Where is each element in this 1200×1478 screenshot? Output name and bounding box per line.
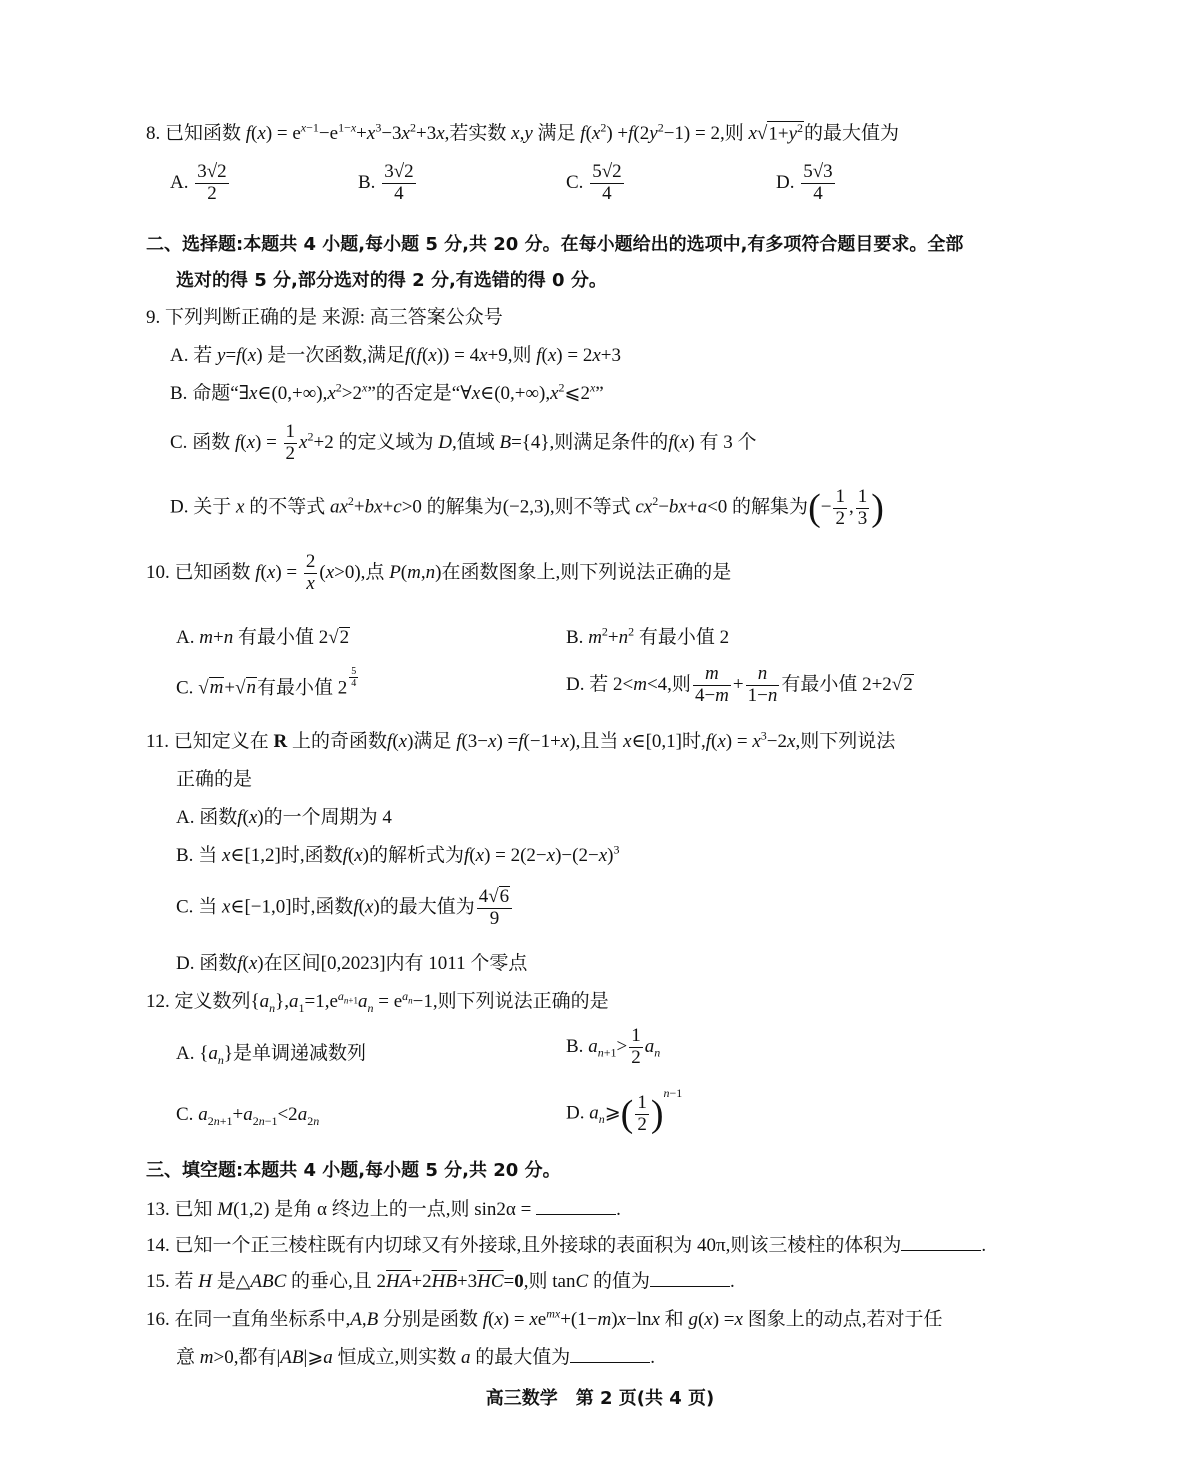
- q9-option-d[interactable]: D. 关于 x 的不等式 $ax^2+bx+c>0$ 的解集为(−2,3),则不等式 $cx^2-bx+a<0$ 的解集为(− $\frac{1}{2}$ , $\frac{1}{3}$ ): [170, 485, 884, 529]
- q8-option-a[interactable]: A. $\frac{3√2}{2}$: [170, 161, 227, 204]
- q11-option-b[interactable]: B. 当 x∈[1,2]时,函数f(x)的解析式为$f(x) = 2(2-x)-(2-x)^3$: [176, 842, 620, 866]
- q12-option-a[interactable]: A. $\{a_n\}$是单调递减数列: [176, 1043, 366, 1067]
- answer-blank-16[interactable]: [570, 1346, 650, 1363]
- q12-option-c[interactable]: C. $a_{2n+1}+a_{2n-1}<2a_{2n}$: [176, 1104, 320, 1128]
- question-15: 15. 若 H 是△ABC 的垂心,且 $2\overline{HA}+2\overline{HB}+3\overline{HC}=0$,则 tanC 的值为 .: [146, 1271, 735, 1292]
- question-12-stem: 12. 定义数列$\{a_n\},a_1=1,e^{a_{n+1}}a_n = e^{a_n}-1$,则下列说法正确的是: [146, 988, 609, 1015]
- q8-option-d[interactable]: D. $\frac{5√3}{4}$: [776, 161, 833, 204]
- q11-option-c[interactable]: C. 当 x∈[−1,0]时,函数f(x)的最大值为 $\frac{4√6}{9}$: [176, 886, 514, 930]
- q11-option-d[interactable]: D. 函数f(x)在区间[0,2023]内有 1011 个零点: [176, 953, 528, 974]
- q10-option-c[interactable]: C. √m+√n有最小值 2 $^{\frac{5}{4}}$: [176, 666, 357, 699]
- answer-blank-15[interactable]: [650, 1270, 730, 1287]
- section-2-heading: 二、选择题:本题共 4 小题,每小题 5 分,共 20 分。在每小题给出的选项中,有多项符合题目要求。全部: [146, 234, 964, 255]
- q9-option-a[interactable]: A. 若 y=f(x) 是一次函数,满足f(f(x)) = 4x+9,则 f(x) = 2x+3: [170, 345, 621, 366]
- question-10-stem: 10. 已知函数 f(x) = $\frac{2}{x}$ (x>0),点 P(m,n)在函数图象上,则下列说法正确的是: [146, 551, 732, 594]
- page-footer: 高三数学 第 2 页(共 4 页): [485, 1388, 715, 1409]
- question-9-stem: 9. 下列判断正确的是 来源: 高三答案公众号: [146, 307, 503, 328]
- q10-option-a[interactable]: A. m+n 有最小值 2√2: [176, 627, 350, 648]
- q10-option-b[interactable]: B. $m^2+n^2$ 有最小值 2: [566, 624, 730, 648]
- q9-option-b[interactable]: B. 命题“$\exists x\in(0,+\infty),x^2>2^x$”的否定是“$\forall x\in(0,+\infty),x^2⩽2^x$”: [170, 380, 604, 404]
- question-13: 13. 已知 M(1,2) 是角 α 终边上的一点,则 sin2α = .: [146, 1199, 621, 1220]
- answer-blank-14[interactable]: [901, 1234, 981, 1251]
- question-11-stem: 11. 已知定义在 R 上的奇函数f(x)满足 f(3−x) =f(−1+x),且当 x∈[0,1]时$,f(x) = x^3-2x$,则下列说法: [146, 728, 896, 752]
- q12-option-d[interactable]: D. $a_n⩾$( $\frac{1}{2}$ )$^{n-1}$: [566, 1086, 683, 1135]
- section-3-heading: 三、填空题:本题共 4 小题,每小题 5 分,共 20 分。: [146, 1160, 561, 1181]
- question-14: 14. 已知一个正三棱柱既有内切球又有外接球,且外接球的表面积为 40π,则该三棱柱的体积为 .: [146, 1235, 987, 1256]
- section-2-heading-cont: 选对的得 5 分,部分选对的得 2 分,有选错的得 0 分。: [176, 270, 607, 291]
- q11-option-a[interactable]: A. 函数f(x)的一个周期为 4: [176, 807, 392, 828]
- q8-option-b[interactable]: B. $\frac{3√2}{4}$: [358, 161, 414, 204]
- q8-option-c[interactable]: C. $\frac{5√2}{4}$: [566, 161, 622, 204]
- question-16: 16. 在同一直角坐标系中,A,B 分别是函数 $f(x) = xe^{mx}+(1-m)x-\ln x$ 和 g(x) =x 图象上的动点,若对于任: [146, 1306, 943, 1330]
- question-8-stem: 8. 已知函数 $f(x) = e^{x-1}-e^{1-x}+x^3-3x^2+3x$,若实数 x,y 满足 $f(x^2) +f(2y^2-1) = 2$,则 $x√1+y^2$的最大值为: [146, 120, 900, 144]
- question-11-stem-cont: 正确的是: [176, 769, 253, 790]
- q9-option-c[interactable]: C. 函数 f(x) = $\frac{1}{2}$ $x^2+2$ 的定义域为 D,值域 B={4},则满足条件的f(x) 有 3 个: [170, 421, 757, 464]
- question-16-cont: 意 m>0,都有|AB|⩾a 恒成立,则实数 a 的最大值为 .: [176, 1347, 656, 1368]
- q12-option-b[interactable]: B. $a_{n+1}>$ $\frac{1}{2}$ $a_n$: [566, 1025, 661, 1068]
- q10-option-d[interactable]: D. 若 2<m<4,则 $\frac{m}{4-m}$ + $\frac{n}{1-n}$ 有最小值 2+2√2: [566, 663, 913, 706]
- answer-blank-13[interactable]: [536, 1198, 616, 1215]
